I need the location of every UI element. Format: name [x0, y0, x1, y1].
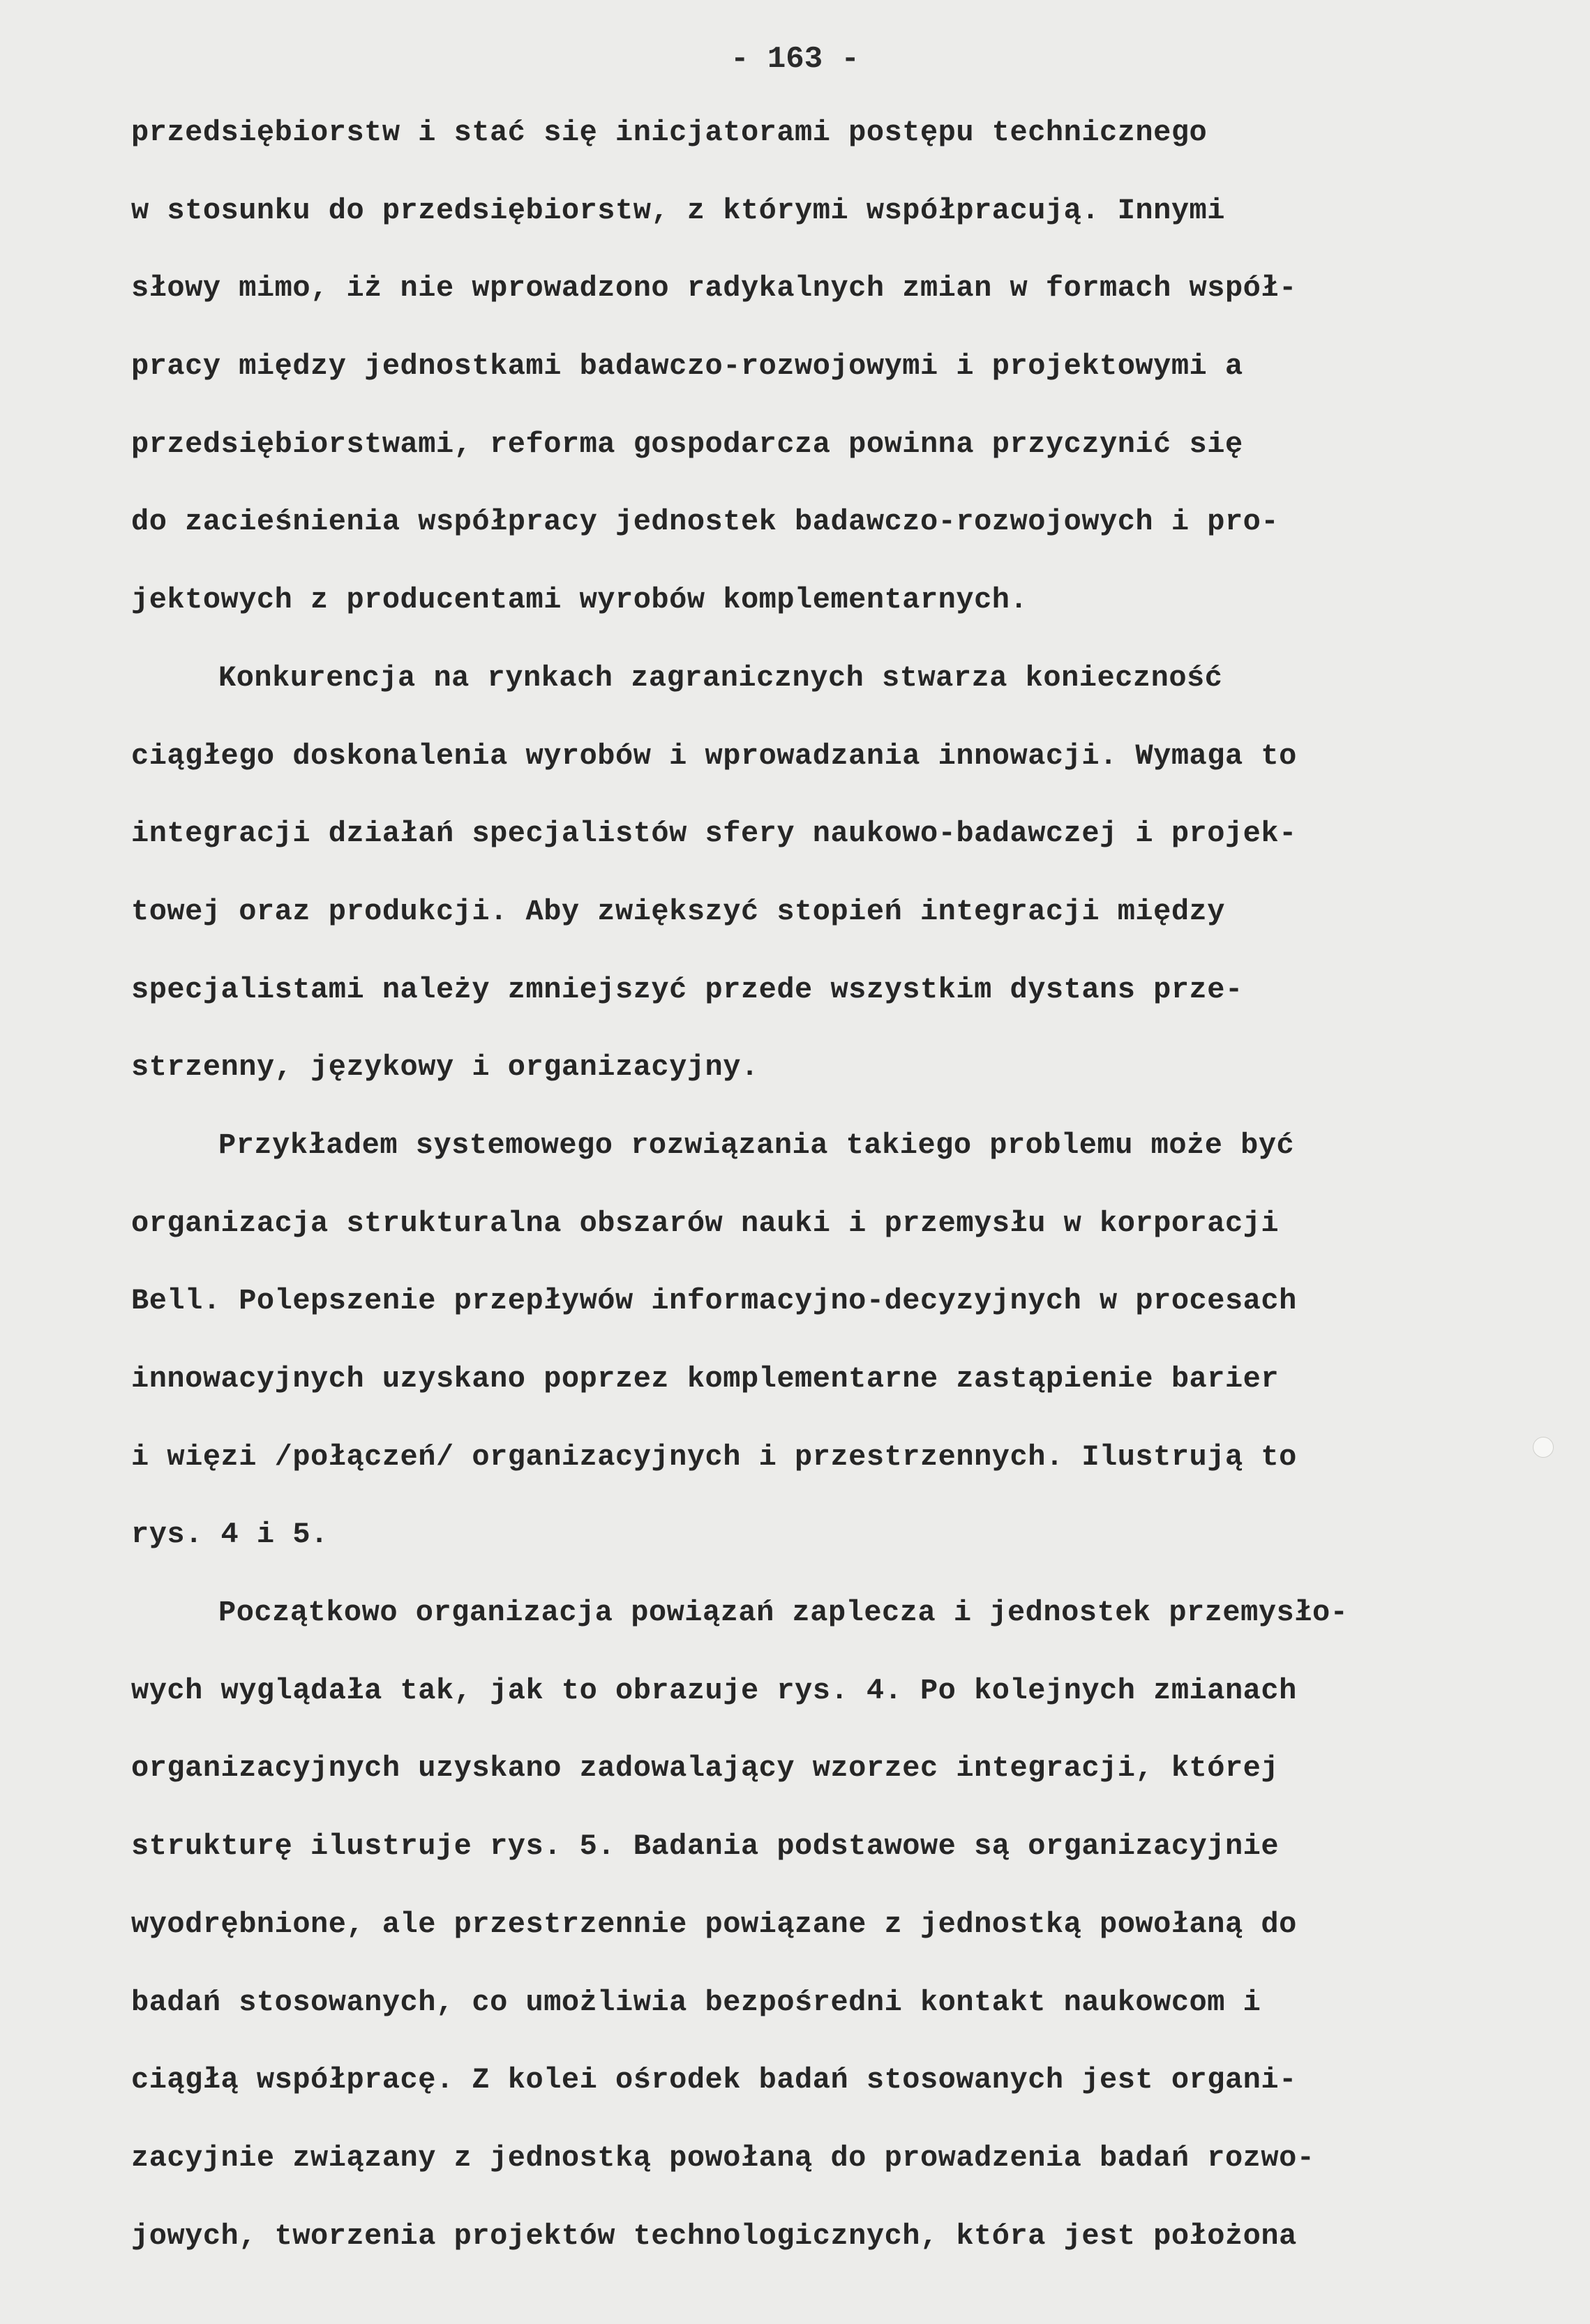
text-line: strukturę ilustruje rys. 5. Badania podstawowe są organizacyjnie [131, 1829, 1280, 1864]
margin-punch-mark [1533, 1437, 1554, 1458]
text-line: jektowych z producentami wyrobów komplementarnych. [131, 583, 1028, 617]
text-line: strzenny, językowy i organizacyjny. [131, 1050, 759, 1085]
text-line: innowacyjnych uzyskano poprzez komplementarne zastąpienie barier [131, 1362, 1280, 1396]
text-line: do zacieśnienia współpracy jednostek badawczo-rozwojowych i pro- [131, 505, 1280, 539]
text-line: wyodrębnione, ale przestrzennie powiązane z jednostką powołaną do [131, 1907, 1297, 1941]
text-line: jowych, tworzenia projektów technologicznych, która jest położona [131, 2219, 1297, 2253]
text-line: wych wyglądała tak, jak to obrazuje rys. 4. Po kolejnych zmianach [131, 1673, 1297, 1707]
text-line: organizacja strukturalna obszarów nauki i przemysłu w korporacji [131, 1206, 1280, 1240]
text-line: Bell. Polepszenie przepływów informacyjno-decyzyjnych w procesach [131, 1284, 1297, 1318]
text-line: przedsiębiorstw i stać się inicjatorami postępu technicznego [131, 116, 1208, 149]
page-number: - 163 - [730, 42, 860, 77]
text-line: rys. 4 i 5. [131, 1518, 329, 1552]
text-line: badań stosowanych, co umożliwia bezpośredni kontakt naukowcom i [131, 1985, 1261, 2019]
text-line: pracy między jednostkami badawczo-rozwojowymi i projektowymi a [131, 349, 1243, 384]
text-line: ciągłą współpracę. Z kolei ośrodek badań stosowanych jest organi- [131, 2063, 1297, 2097]
text-line: organizacyjnych uzyskano zadowalający wzorzec integracji, której [131, 1751, 1280, 1786]
text-line: i więzi /połączeń/ organizacyjnych i przestrzennych. Ilustrują to [131, 1440, 1297, 1474]
text-line: w stosunku do przedsiębiorstw, z którymi współpracują. Innymi [131, 193, 1225, 227]
text-line: słowy mimo, iż nie wprowadzono radykalnych zmian w formach współ- [131, 271, 1297, 305]
text-line: towej oraz produkcji. Aby zwiększyć stopień integracji między [131, 894, 1225, 928]
text-line: przedsiębiorstwami, reforma gospodarcza powinna przyczynić się [131, 427, 1243, 461]
paragraph-start-line: Początkowo organizacja powiązań zaplecza i jednostek przemysło- [218, 1596, 1349, 1630]
text-line: ciągłego doskonalenia wyrobów i wprowadzania innowacji. Wymaga to [131, 739, 1297, 773]
text-line: specjalistami należy zmniejszyć przede wszystkim dystans prze- [131, 972, 1243, 1006]
text-line: zacyjnie związany z jednostką powołaną do prowadzenia badań rozwo- [131, 2141, 1315, 2175]
text-line: integracji działań specjalistów sfery naukowo-badawczej i projek- [131, 817, 1297, 851]
body-text [131, 115, 1520, 2296]
paragraph-start-line: Przykładem systemowego rozwiązania takiego problemu może być [218, 1128, 1295, 1162]
paragraph-start-line: Konkurencja na rynkach zagranicznych stwarza konieczność [218, 661, 1223, 695]
